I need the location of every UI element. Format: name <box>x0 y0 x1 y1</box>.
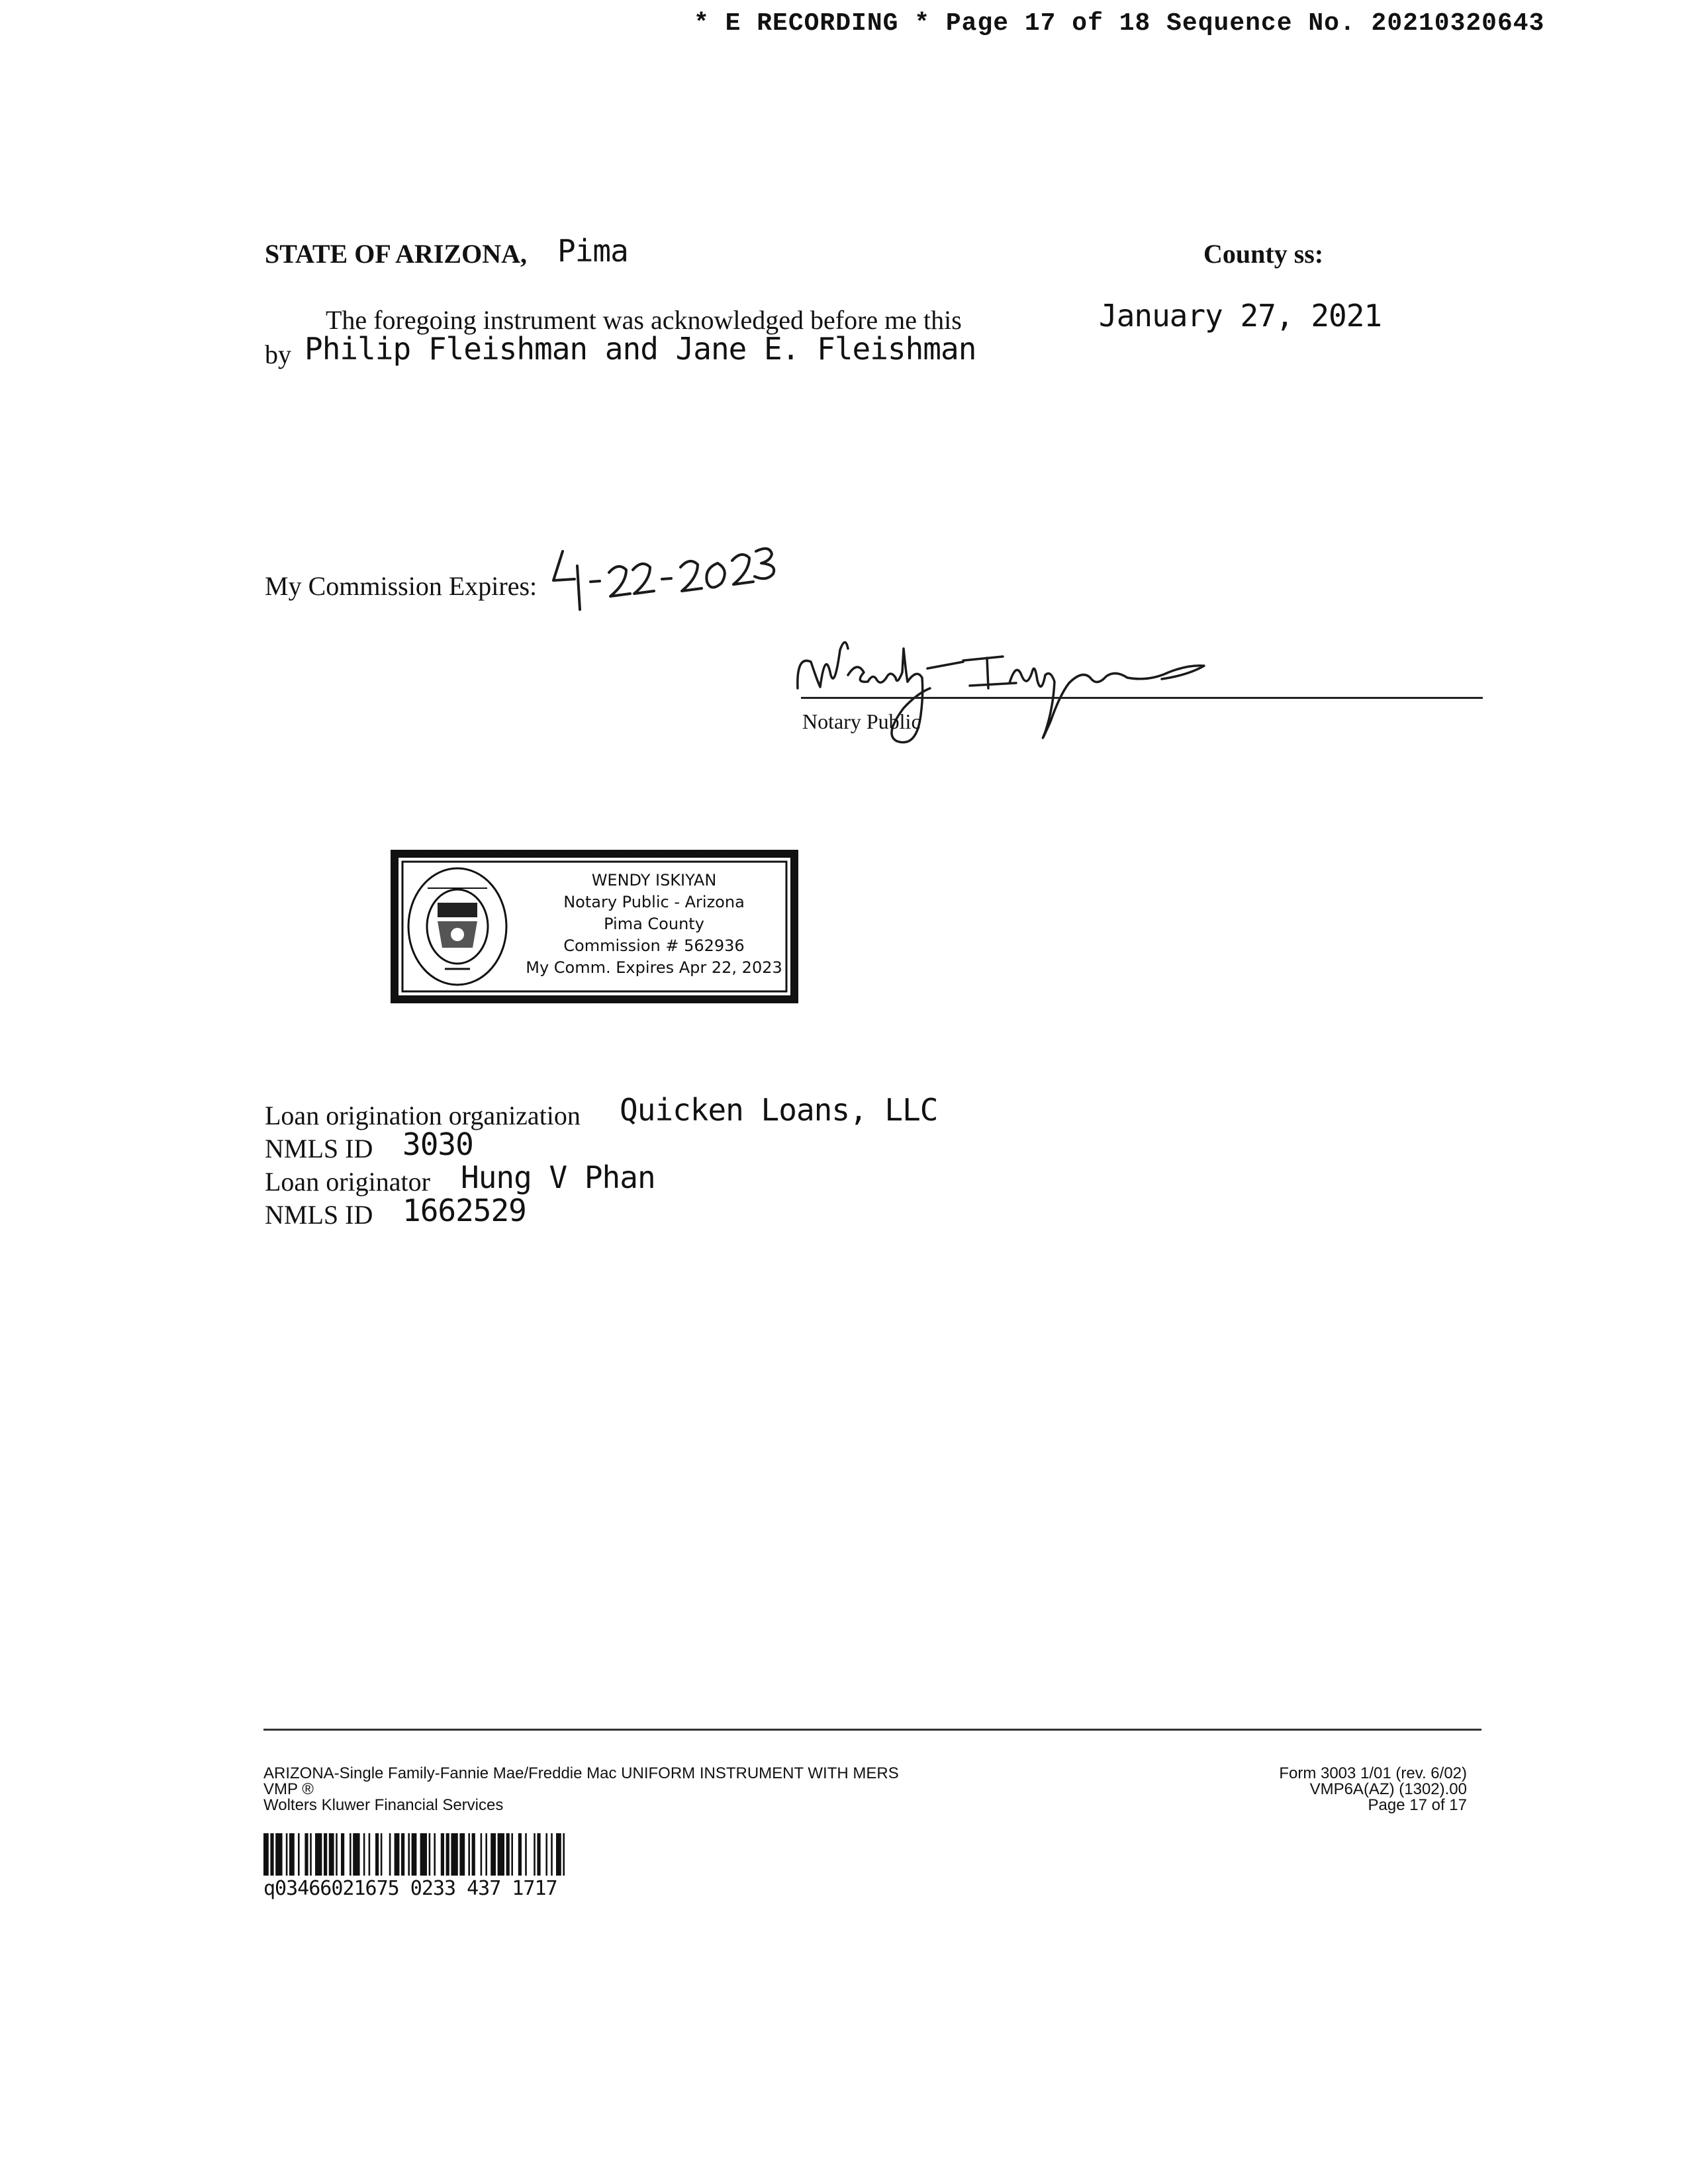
stamp-notary-title: Notary Public - Arizona <box>563 893 745 911</box>
stamp-text-block <box>518 870 790 979</box>
county-name: Pima <box>557 233 628 269</box>
signer-names: Philip Fleishman and Jane E. Fleishman <box>305 331 976 367</box>
stamp-county: Pima County <box>604 915 704 933</box>
notary-stamp <box>389 847 800 1006</box>
footer-vmp: VMP ® <box>263 1780 314 1798</box>
stamp-expiration: My Comm. Expires Apr 22, 2023 <box>526 958 782 977</box>
county-ss-label: County ss: <box>1203 239 1324 269</box>
acknowledgment-date: January 27, 2021 <box>1099 298 1382 334</box>
commission-expires-label: My Commission Expires: <box>265 571 538 601</box>
barcode <box>263 1833 740 1877</box>
loan-originator-value: Hung V Phan <box>461 1160 655 1195</box>
originator-nmls-value: 1662529 <box>402 1193 526 1228</box>
barcode-number: q03466021675 0233 437 1717 <box>263 1877 557 1900</box>
originator-nmls-label: NMLS ID <box>265 1200 373 1230</box>
state-label: STATE OF ARIZONA, <box>265 239 527 269</box>
footer-form-title: ARIZONA-Single Family-Fannie Mae/Freddie Mac UNIFORM INSTRUMENT WITH MERS <box>263 1764 899 1782</box>
stamp-notary-name: WENDY ISKIYAN <box>591 871 717 889</box>
notary-signature-line <box>801 697 1483 699</box>
acknowledgment-text: The foregoing instrument was acknowledged before me this <box>326 305 962 335</box>
footer-publisher: Wolters Kluwer Financial Services <box>263 1796 504 1814</box>
footer-vmp-code: VMP6A(AZ) (1302).00 <box>1309 1780 1467 1798</box>
by-label: by <box>265 340 291 369</box>
notary-signature <box>791 609 1221 758</box>
stamp-commission-number: Commission # 562936 <box>563 936 745 955</box>
notary-public-label: Notary Public <box>802 709 921 733</box>
loan-org-label: Loan origination organization <box>265 1101 581 1130</box>
org-nmls-value: 3030 <box>402 1126 473 1162</box>
loan-originator-label: Loan originator <box>265 1167 430 1197</box>
commission-expires-handwritten <box>548 539 813 615</box>
footer-page-number: Page 17 of 17 <box>1368 1796 1467 1814</box>
org-nmls-label: NMLS ID <box>265 1134 373 1163</box>
recording-header: * E RECORDING * Page 17 of 18 Sequence No. 20210320643 <box>694 9 1545 38</box>
footer-divider <box>263 1729 1481 1731</box>
loan-org-value: Quicken Loans, LLC <box>620 1092 938 1128</box>
footer-form-number: Form 3003 1/01 (rev. 6/02) <box>1279 1764 1467 1782</box>
state-seal-icon <box>401 862 514 991</box>
